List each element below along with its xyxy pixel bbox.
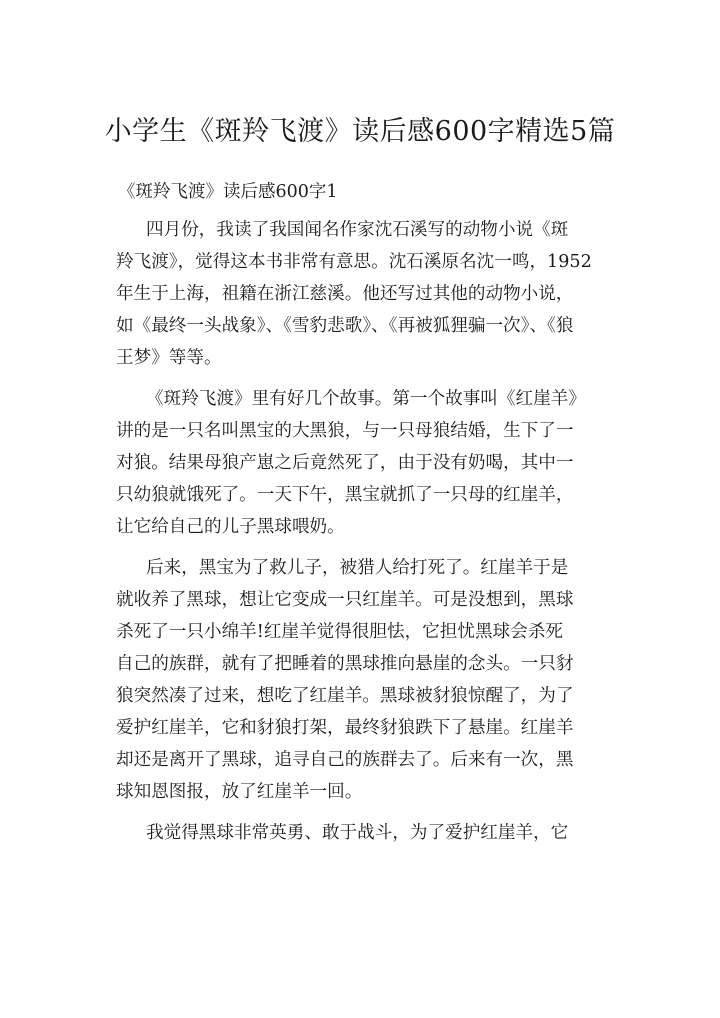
paragraph-line: 却还是离开了黑球，追寻自己的族群去了。后来有一次，黑 [116, 750, 574, 770]
document-title: 小学生《斑羚飞渡》读后感600字精选5篇 [104, 116, 616, 147]
paragraph-line: 四月份，我读了我国闻名作家沈石溪写的动物小说《斑 [146, 220, 569, 240]
paragraph-line: 讲的是一只名叫黑宝的大黑狼，与一只母狼结婚，生下了一 [116, 421, 574, 441]
paragraph-line: 球知恩图报，放了红崖羊一回。 [116, 782, 363, 802]
paragraph-3 [116, 552, 600, 808]
paragraph-line: 年生于上海，祖籍在浙江慈溪。他还写过其他的动物小说， [116, 284, 574, 304]
paragraph-line: 爱护红崖羊，它和豺狼打架，最终豺狼跌下了悬崖。红崖羊 [116, 718, 574, 738]
paragraph-line: 如《最终一头战象》、《雪豹悲歌》、《再被狐狸骗一次》、《狼 [116, 316, 574, 336]
paragraph-2 [116, 383, 600, 543]
paragraph-line: 羚飞渡》，觉得这本书非常有意思。沈石溪原名沈一鸣，1952 [116, 252, 592, 272]
paragraph-4 [116, 817, 600, 849]
document-body [116, 214, 600, 849]
paragraph-1 [116, 214, 600, 374]
paragraph-line: 我觉得黑球非常英勇、敢于战斗，为了爱护红崖羊，它 [146, 823, 569, 843]
paragraph-line: 王梦》等等。 [116, 348, 222, 368]
paragraph-spacer [116, 374, 600, 383]
paragraph-spacer [116, 543, 600, 552]
paragraph-line: 对狼。结果母狼产崽之后竟然死了，由于没有奶喝，其中一 [116, 453, 574, 473]
section-heading: 《斑羚飞渡》读后感600字1 [118, 182, 338, 202]
paragraph-line: 自己的族群，就有了把睡着的黑球推向悬崖的念头。一只豺 [116, 654, 574, 674]
paragraph-line: 后来，黑宝为了救儿子，被猎人给打死了。红崖羊于是 [146, 558, 569, 578]
paragraph-line: 狼突然凑了过来，想吃了红崖羊。黑球被豺狼惊醒了，为了 [116, 686, 574, 706]
paragraph-line: 只幼狼就饿死了。一天下午，黑宝就抓了一只母的红崖羊， [116, 485, 574, 505]
paragraph-line: 让它给自己的儿子黑球喂奶。 [116, 517, 345, 537]
paragraph-line: 杀死了一只小绵羊!红崖羊觉得很胆怯，它担忧黑球会杀死 [116, 622, 563, 642]
paragraph-line: 《斑羚飞渡》里有好几个故事。第一个故事叫《红崖羊》 [146, 389, 586, 409]
paragraph-line: 就收养了黑球，想让它变成一只红崖羊。可是没想到，黑球 [116, 590, 574, 610]
paragraph-spacer [116, 808, 600, 817]
